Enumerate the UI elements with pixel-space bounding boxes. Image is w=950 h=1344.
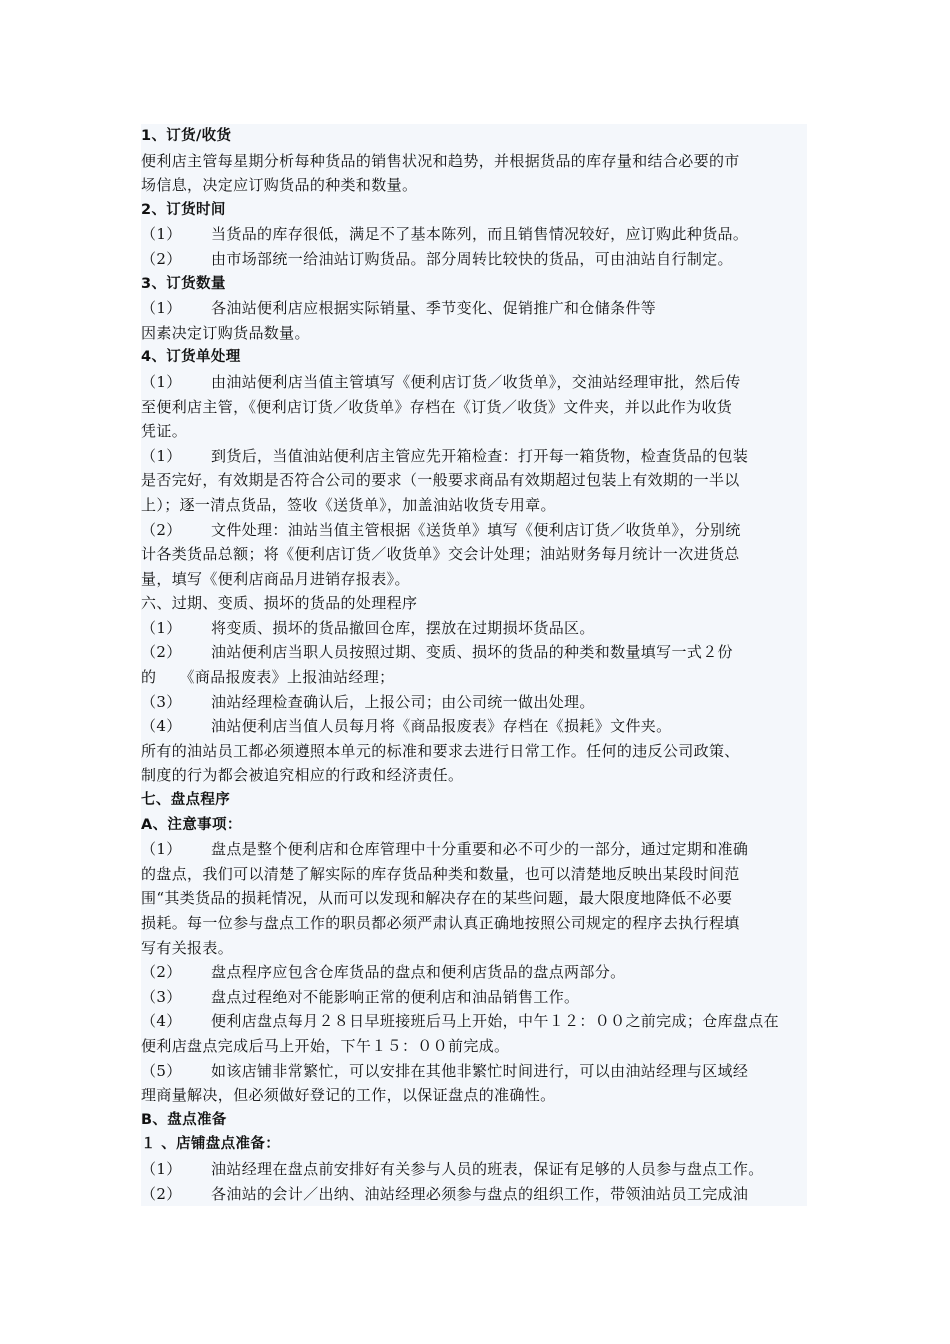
item-text: 到货后，当值油站便利店主管应先开箱检查：打开每一箱货物，检查货品的包装 (211, 446, 749, 465)
paragraph-line: 所有的油站员工都必须遵照本单元的标准和要求去进行日常工作。任何的违反公司政策、 (141, 741, 740, 760)
item-text: 油站经理检查确认后，上报公司；由公司统一做出处理。 (211, 692, 595, 711)
item-text: 当货品的库存很低，满足不了基本陈列，而且销售情况较好，应订购此种货品。 (211, 225, 749, 244)
item-text: 油站经理在盘点前安排好有关参与人员的班表，保证有足够的人员参与盘点工作。 (211, 1159, 764, 1178)
item-number: （4） (141, 717, 182, 736)
list-item (141, 296, 807, 321)
item-number: （1） (141, 372, 182, 391)
list-item (141, 1182, 807, 1207)
section-heading: B、盘点准备 (141, 1111, 227, 1128)
item-number: （2） (141, 249, 182, 268)
item-text: 如该店铺非常繁忙，可以安排在其他非繁忙时间进行，可以由油站经理与区域经 (211, 1061, 749, 1080)
list-item (141, 690, 807, 715)
paragraph-line: 理商量解决，但必须做好登记的工作，以保证盘点的准确性。 (141, 1086, 556, 1105)
item-number: （4） (141, 1012, 182, 1031)
item-text: 便利店盘点每月２８日早班接班后马上开始，中午１２：００之前完成；仓库盘点在 (211, 1012, 779, 1031)
item-number: （2） (141, 963, 182, 982)
list-item (141, 960, 807, 985)
list-item (141, 837, 807, 862)
paragraph-line: 的盘点，我们可以清楚了解实际的库存货品种类和数量，也可以清楚地反映出某段时间范 (141, 864, 740, 883)
item-number: （1） (141, 446, 182, 465)
section-heading: 七、盘点程序 (141, 792, 231, 809)
list-item (141, 1009, 807, 1034)
item-text: 文件处理：油站当值主管根据《送货单》填写《便利店订货／收货单》，分别统 (211, 520, 741, 539)
paragraph-line: 是否完好，有效期是否符合公司的要求（一般要求商品有效期超过包装上有效期的一半以 (141, 471, 740, 490)
item-number: （1） (141, 299, 182, 318)
paragraph-line: 计各类货品总额；将《便利店订货／收货单》交会计处理；油站财务每月统计一次进货总 (141, 545, 740, 564)
paragraph-line: 上）；逐一清点货品，签收《送货单》，加盖油站收货专用章。 (141, 495, 556, 514)
paragraph-line: 损耗。每一位参与盘点工作的职员都必须严肃认真正确地按照公司规定的程序去执行程填 (141, 914, 740, 932)
item-number: （3） (141, 987, 182, 1006)
paragraph-line: 量，填写《便利店商品月进销存报表》。 (141, 569, 410, 588)
list-item (141, 616, 807, 641)
section-heading: 1、订货/收货 (141, 128, 232, 144)
item-number: （1） (141, 1159, 182, 1178)
list-item (141, 444, 807, 469)
item-number: （2） (141, 520, 182, 539)
item-text: 油站便利店当值人员每月将《商品报废表》存档在《损耗》文件夹。 (211, 717, 672, 736)
item-number: （2） (141, 1184, 182, 1203)
paragraph-line: 因素决定订购货品数量。 (141, 323, 310, 342)
item-text: 盘点程序应包含仓库货品的盘点和便利店货品的盘点两部分。 (211, 963, 626, 982)
paragraph-line: 场信息，决定应订购货品的种类和数量。 (141, 176, 418, 195)
section-heading: １ 、店铺盘点准备： (141, 1136, 281, 1153)
list-item (141, 518, 807, 543)
item-text: 盘点是整个便利店和仓库管理中十分重要和必不可少的一部分，通过定期和准确 (211, 840, 749, 859)
list-item (141, 1059, 807, 1084)
item-number: （5） (141, 1061, 182, 1080)
item-number: （1） (141, 840, 182, 859)
list-item (141, 1157, 807, 1182)
document-body (141, 124, 807, 1206)
item-text: 油站便利店当职人员按照过期、变质、损坏的货品的种类和数量填写一式２份 (211, 643, 733, 662)
paragraph-line: 的 《商品报废表》上报油站经理； (141, 668, 395, 687)
list-item (141, 714, 807, 739)
item-text: 盘点过程绝对不能影响正常的便利店和油品销售工作。 (211, 987, 580, 1006)
item-text: 各油站的会计／出纳、油站经理必须参与盘点的组织工作，带领油站员工完成油 (211, 1184, 749, 1203)
item-number: （2） (141, 643, 182, 662)
list-item (141, 640, 807, 665)
paragraph-line: 便利店盘点完成后马上开始，下午１５：００前完成。 (141, 1036, 510, 1055)
item-number: （3） (141, 692, 182, 711)
item-text: 将变质、损坏的货品撤回仓库，摆放在过期损坏货品区。 (211, 618, 595, 637)
list-item (141, 370, 807, 395)
section-heading: 4、订货单处理 (141, 349, 241, 366)
paragraph-line: 围“其类货品的损耗情况，从而可以发现和解决存在的某些问题，最大限度地降低不必要 (141, 889, 733, 908)
section-heading: A、注意事项： (141, 816, 242, 833)
paragraph-line: 写有关报表。 (141, 938, 234, 957)
section-heading: 2、订货时间 (141, 201, 226, 218)
item-number: （1） (141, 618, 182, 637)
paragraph-line: 六、过期、变质、损坏的货品的处理程序 (141, 594, 418, 613)
item-text: 由市场部统一给油站订购货品。部分周转比较快的货品，可由油站自行制定。 (211, 249, 733, 268)
paragraph-line: 凭证。 (141, 422, 188, 441)
paragraph-line: 便利店主管每星期分析每种货品的销售状况和趋势，并根据货品的库存量和结合必要的市 (141, 151, 740, 170)
item-text: 各油站便利店应根据实际销量、季节变化、促销推广和仓储条件等 (211, 299, 657, 318)
paragraph-line: 至便利店主管，《便利店订货／收货单》存档在《订货／收货》文件夹，并以此作为收货 (141, 397, 733, 416)
list-item (141, 222, 807, 247)
section-heading: 3、订货数量 (141, 275, 226, 292)
list-item (141, 247, 807, 272)
item-text: 由油站便利店当值主管填写《便利店订货／收货单》，交油站经理审批，然后传 (211, 372, 741, 391)
list-item (141, 985, 807, 1010)
paragraph-line: 制度的行为都会被追究相应的行政和经济责任。 (141, 766, 464, 785)
item-number: （1） (141, 225, 182, 244)
